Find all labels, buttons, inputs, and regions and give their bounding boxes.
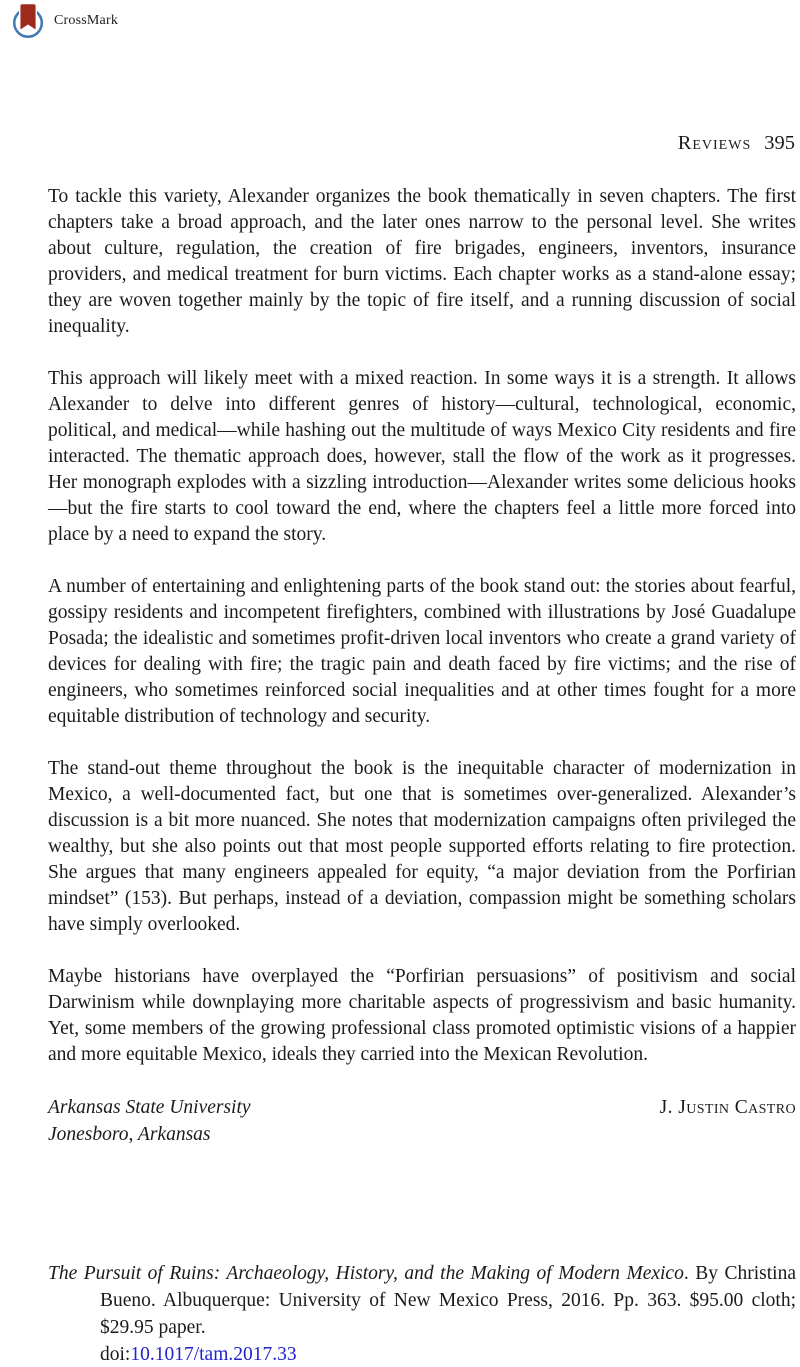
section-title: Reviews <box>677 132 752 154</box>
page-number: 395 <box>764 132 795 154</box>
signature-block <box>48 1094 796 1148</box>
doi-prefix: doi: <box>100 1344 131 1365</box>
crossmark-icon <box>12 2 45 39</box>
review-body <box>48 184 796 1148</box>
book-citation <box>48 1260 796 1367</box>
citation-details: . By Christina Bueno. Albuquerque: University of New Mexico Press, 2016. Pp. 363. $95.00 cloth; $29.95 paper. <box>100 1263 796 1338</box>
review-paragraph: To tackle this variety, Alexander organizes the book thematically in seven chapters. The first chapters take a broad approach, and the later ones narrow to the personal level. She writes about culture, regulation, the creation of fire brigades, engineers, inventors, insurance providers, and medical treatment for burn victims. Each chapter works as a stand-alone essay; they are woven together mainly by the topic of fire itself, and a running discussion of social inequality. <box>48 186 796 337</box>
cited-book-title: The Pursuit of Ruins: Archaeology, History, and the Making of Modern Mexico <box>48 1263 684 1284</box>
review-paragraph: A number of entertaining and enlightening parts of the book stand out: the stories about fearful, gossipy residents and incompetent firefighters, combined with illustrations by José Guadalupe Posada; the idealistic and sometimes profit-driven local inventors who create a grand variety of devices for dealing with fire; the tragic pain and death faced by fire victims; and the rise of engineers, who sometimes reinforced social inequalities and at other times fought for a more equitable distribution of technology and security. <box>48 576 796 727</box>
affiliation-location: Jonesboro, Arkansas <box>48 1124 211 1145</box>
crossmark-label: CrossMark <box>54 12 119 28</box>
affiliation-institution: Arkansas State University <box>48 1097 251 1118</box>
running-head <box>678 132 795 155</box>
reviewer-name: J. Justin Castro <box>659 1097 796 1118</box>
reviewer-affiliation <box>48 1094 251 1148</box>
review-paragraph: This approach will likely meet with a mixed reaction. In some ways it is a strength. It allows Alexander to delve into different genres of history—cultural, technological, economic, political, and medical—while hashing out the multitude of ways Mexico City residents and fire interacted. The thematic approach does, however, stall the flow of the work as it progresses. Her monograph explodes with a sizzling introduction—Alexander writes some delicious hooks—but the fire starts to cool toward the end, where the chapters feel a little more forced into place by a need to expand the story. <box>48 368 796 545</box>
review-paragraph: The stand-out theme throughout the book is the inequitable character of modernization in Mexico, a well-documented fact, but one that is sometimes over-generalized. Alexander’s discussion is a bit more nuanced. She notes that modernization campaigns often privileged the wealthy, but she also points out that most people supported efforts relating to fire protection. She argues that many engineers appealed for equity, “a major deviation from the Porfirian mindset” (153). But perhaps, instead of a deviation, compassion might be something scholars have simply overlooked. <box>48 758 796 935</box>
crossmark-badge[interactable] <box>12 2 118 39</box>
doi-link[interactable]: 10.1017/tam.2017.33 <box>130 1344 297 1365</box>
review-paragraph: Maybe historians have overplayed the “Porfirian persuasions” of positivism and social Darwinism while downplaying more charitable aspects of progressivism and basic humanity. Yet, some members of the growing professional class promoted optimistic visions of a happier and more equitable Mexico, ideals they carried into the Mexican Revolution. <box>48 966 796 1065</box>
